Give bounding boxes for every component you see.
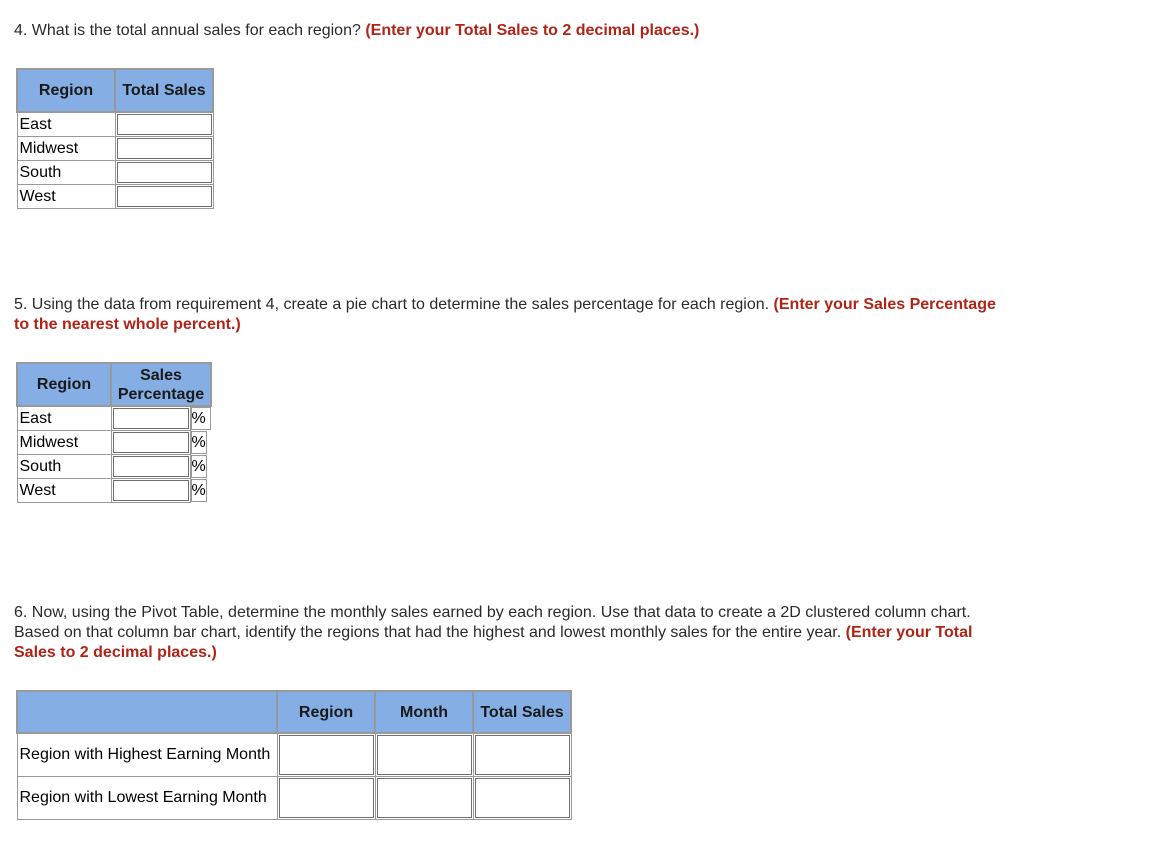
highest-lowest-table: [16, 690, 572, 820]
question-6-instruction: (Enter your Total Sales to 2 decimal places.): [14, 624, 973, 661]
question-4-instruction: (Enter your Total Sales to 2 decimal places.): [365, 22, 700, 39]
region-header: Region: [277, 691, 375, 733]
question-4: [14, 21, 699, 41]
region-label-south: South: [17, 161, 115, 185]
highest-earning-label: Region with Highest Earning Month: [17, 733, 277, 777]
percent-sign: %: [191, 407, 211, 430]
sales-percentage-input-midwest[interactable]: [113, 432, 189, 453]
region-header: Region: [17, 363, 111, 406]
sales-percentage-input-south[interactable]: [113, 456, 189, 477]
total-sales-input-midwest[interactable]: [117, 138, 212, 159]
region-label-midwest: Midwest: [17, 431, 111, 455]
sales-percentage-input-west[interactable]: [113, 480, 189, 501]
total-sales-input-east[interactable]: [117, 114, 212, 135]
percent-sign: %: [191, 431, 207, 454]
sales-percentage-table: [16, 362, 212, 503]
question-6: [14, 603, 994, 663]
region-header: Region: [17, 69, 115, 112]
total-sales-table: [16, 68, 214, 209]
question-5: [14, 295, 1014, 335]
region-label-south: South: [17, 455, 111, 479]
month-header: Month: [375, 691, 473, 733]
question-4-text: 4. What is the total annual sales for each region?: [14, 22, 366, 39]
sales-percentage-header: Sales Percentage: [111, 363, 211, 406]
question-5-instruction: (Enter your Sales Percentage to the nearest whole percent.): [14, 296, 996, 333]
question-6-text: 6. Now, using the Pivot Table, determine the monthly sales earned by each region. Use that data to create a 2D clustered column chart. Based on that column bar chart, identify the regions that had the highest and lowest monthly sales for the entire year.: [14, 604, 971, 641]
blank-header: [17, 691, 277, 733]
region-label-west: West: [17, 185, 115, 209]
lowest-region-input[interactable]: [279, 778, 374, 818]
highest-month-input[interactable]: [377, 735, 472, 775]
total-sales-header: Total Sales: [473, 691, 571, 733]
question-5-text: 5. Using the data from requirement 4, create a pie chart to determine the sales percentage for each region.: [14, 296, 774, 313]
highest-total-sales-input[interactable]: [475, 735, 570, 775]
region-label-west: West: [17, 479, 111, 503]
percent-sign: %: [191, 455, 207, 478]
region-label-east: East: [17, 112, 115, 137]
lowest-month-input[interactable]: [377, 778, 472, 818]
total-sales-input-west[interactable]: [117, 186, 212, 207]
region-label-midwest: Midwest: [17, 137, 115, 161]
lowest-total-sales-input[interactable]: [475, 778, 570, 818]
total-sales-input-south[interactable]: [117, 162, 212, 183]
highest-region-input[interactable]: [279, 735, 374, 775]
total-sales-header: Total Sales: [115, 69, 213, 112]
percent-sign: %: [191, 479, 207, 502]
lowest-earning-label: Region with Lowest Earning Month: [17, 777, 277, 820]
sales-percentage-input-east[interactable]: [113, 408, 189, 429]
region-label-east: East: [17, 406, 111, 431]
